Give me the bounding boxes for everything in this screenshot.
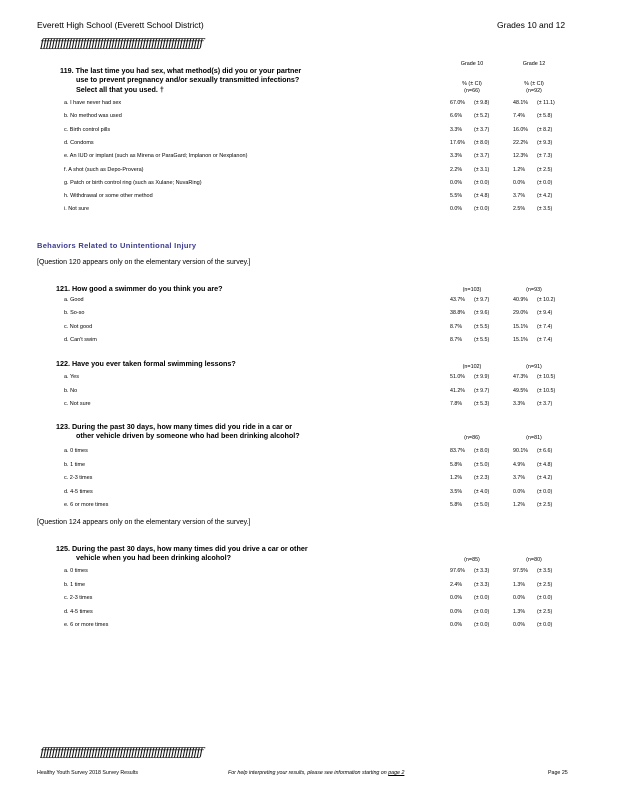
q123-row-v10: 5.8%: [450, 461, 463, 468]
q119-row-v12: 7.4%: [513, 113, 526, 120]
q121-row-c12: (± 7.4): [537, 323, 553, 330]
footer-page-number: Page 25: [548, 770, 568, 776]
q121-row-v10: 43.7%: [450, 297, 466, 303]
q125-row-c10: (± 3.3): [474, 581, 490, 588]
q125-row-c12: (± 0.0): [537, 622, 553, 628]
q122-row-v10: 7.8%: [450, 401, 463, 407]
q125-row-label: a. 0 times: [64, 568, 88, 574]
q123-title-line1: 123. During the past 30 days, how many times did you ride in a car or: [56, 422, 293, 431]
q121-row-label: a. Good: [64, 297, 84, 303]
q119-row-c12: (± 2.5): [537, 166, 553, 173]
q125-row-label: d. 4-5 times: [64, 608, 93, 615]
q119-title-line2: use to prevent pregnancy and/or sexually transmitted infections?: [76, 75, 300, 84]
q125-row-v12: 1.3%: [513, 608, 526, 615]
q119-title-line3: Select all that you used. †: [76, 85, 164, 94]
q123-row-v12: 0.0%: [513, 488, 526, 495]
q119-row-label: f. A shot (such as Depo-Provera): [64, 166, 144, 173]
q122-row-label: a. Yes: [64, 374, 79, 380]
q125-row-c10: (± 0.0): [474, 622, 490, 628]
q123-row-v12: 90.1%: [513, 448, 529, 454]
q123-row-v10: 83.7%: [450, 448, 466, 454]
q119-n-grade12: (n=92): [526, 88, 542, 94]
q122-row-v12: 3.3%: [513, 401, 526, 407]
q123-row-c10: (± 5.0): [474, 502, 490, 508]
q122-row-c10: (± 5.3): [474, 401, 490, 407]
q122-row-c10: (± 9.7): [474, 387, 490, 394]
q119-row-c12: (± 9.3): [537, 139, 553, 146]
q119-row-c12: (± 5.8): [537, 113, 553, 120]
q121-row-c12: (± 7.4): [537, 336, 553, 343]
q119-row-c10: (± 4.8): [474, 193, 490, 200]
q125-row-v10: 0.0%: [450, 622, 463, 628]
q119-row-c10: (± 3.1): [474, 166, 490, 173]
q123-row-c12: (± 0.0): [537, 488, 553, 495]
q125-row-c10: (± 3.3): [474, 568, 490, 574]
q119-row-v10: 3.3%: [450, 126, 463, 133]
footer-page-link[interactable]: page 2: [388, 770, 405, 776]
q119-row-v10: 17.6%: [450, 139, 466, 146]
q119-row-v12: 48.1%: [513, 100, 529, 106]
q125-n-grade12: (n=80): [526, 557, 542, 563]
q125-row-v10: 0.0%: [450, 608, 463, 615]
q122-row-c12: (± 10.5): [537, 387, 556, 394]
q125-row-label: c. 2-3 times: [64, 595, 93, 601]
q121-row-c10: (± 5.5): [474, 323, 490, 330]
q119-row-label: e. An IUD or implant (such as Mirena or ParaGard; Implanon or Nexplanon): [64, 153, 248, 160]
q123-row-c12: (± 4.2): [537, 475, 553, 481]
q122-row-v12: 49.5%: [513, 387, 529, 394]
q119-row-c10: (± 3.7): [474, 126, 490, 133]
q119-row-v10: 0.0%: [450, 206, 463, 213]
q119-row-label: g. Patch or birth control ring (such as Xulane; NuvaRing): [64, 179, 202, 186]
q119-row-v10: 3.3%: [450, 153, 463, 160]
q119-row-v12: 1.2%: [513, 166, 526, 173]
q119-row-c10: (± 3.7): [474, 153, 490, 160]
q119-row-label: a. I have never had sex: [64, 100, 122, 106]
q121-row-v12: 40.9%: [513, 297, 529, 303]
q121-row-v10: 8.7%: [450, 323, 463, 330]
q121-row-v10: 8.7%: [450, 336, 463, 343]
header-divider: ƒƒƒƒƒƒƒƒƒƒƒƒƒƒƒƒƒƒƒƒƒƒƒƒƒƒƒƒƒƒƒƒƒƒƒƒƒƒƒƒƒƒƒƒƒƒƒƒƒƒƒƒƒƒƒƒƒ: [40, 36, 202, 50]
q119-row-label: h. Withdrawal or some other method: [64, 193, 153, 200]
q121-row-c10: (± 5.5): [474, 336, 490, 343]
q125-row-label: e. 6 or more times: [64, 622, 109, 628]
section-title: Behaviors Related to Unintentional Injury: [37, 241, 197, 250]
q123-row-c12: (± 6.6): [537, 448, 553, 454]
q119-row-c10: (± 0.0): [474, 179, 490, 186]
q122-row-c12: (± 10.5): [537, 374, 556, 380]
q125-row-v10: 97.6%: [450, 568, 466, 574]
q119-row-v10: 2.2%: [450, 166, 463, 173]
q119-row-c10: (± 5.2): [474, 113, 490, 120]
q125-title-line2: vehicle when you had been drinking alcohol?: [76, 553, 231, 562]
q123-row-c12: (± 4.8): [537, 461, 553, 468]
q123-row-label: e. 6 or more times: [64, 502, 109, 508]
q121-row-c12: (± 10.2): [537, 297, 556, 303]
footer-help-label: For help interpreting your results, please see information starting on: [228, 770, 387, 776]
q119-row-c10: (± 9.8): [474, 100, 490, 106]
q123-title-line2: other vehicle driven by someone who had been drinking alcohol?: [76, 431, 300, 440]
q121-row-c10: (± 9.6): [474, 310, 490, 317]
q123-row-label: b. 1 time: [64, 461, 86, 468]
q123-n-grade12: (n=81): [526, 435, 542, 441]
q122-title-line1: 122. Have you ever taken formal swimming lessons?: [56, 359, 236, 368]
q119-row-label: i. Not sure: [64, 206, 90, 213]
q123-row-v12: 4.9%: [513, 461, 526, 468]
q123-row-c10: (± 4.0): [474, 488, 490, 495]
q121-row-v10: 38.8%: [450, 310, 466, 317]
q119-row-c12: (± 7.3): [537, 153, 553, 160]
q122-row-c12: (± 3.7): [537, 401, 553, 407]
q120-note: [Question 120 appears only on the elementary version of the survey.]: [37, 259, 251, 266]
q119-row-c12: (± 4.2): [537, 193, 553, 200]
q124-note: [Question 124 appears only on the elementary version of the survey.]: [37, 519, 251, 526]
grades-header: Grades 10 and 12: [497, 20, 566, 30]
q121-row-label: c. Not good: [64, 323, 93, 330]
q119-row-v10: 67.0%: [450, 100, 466, 106]
footer-divider: ƒƒƒƒƒƒƒƒƒƒƒƒƒƒƒƒƒƒƒƒƒƒƒƒƒƒƒƒƒƒƒƒƒƒƒƒƒƒƒƒƒƒƒƒƒƒƒƒƒƒƒƒƒƒƒƒƒ: [40, 745, 202, 759]
q123-row-v12: 1.2%: [513, 502, 526, 508]
q122-row-c10: (± 9.9): [474, 374, 490, 380]
q125-row-c10: (± 0.0): [474, 608, 490, 615]
q125-row-v12: 0.0%: [513, 595, 526, 601]
q119-row-v10: 0.0%: [450, 179, 463, 186]
q123-row-c10: (± 8.0): [474, 448, 490, 454]
q123-row-c10: (± 5.0): [474, 461, 490, 468]
q121-row-c10: (± 9.7): [474, 297, 490, 303]
q123-row-v12: 3.7%: [513, 475, 526, 481]
q123-row-c10: (± 2.3): [474, 475, 490, 481]
q125-row-v10: 2.4%: [450, 581, 463, 588]
grade12-ci-label: % (± CI): [524, 81, 544, 87]
q119-row-v12: 16.0%: [513, 126, 529, 133]
q125-row-c12: (± 2.5): [537, 608, 553, 615]
q125-row-v12: 1.3%: [513, 581, 526, 588]
q119-row-c10: (± 0.0): [474, 206, 490, 213]
q119-row-c12: (± 11.1): [537, 100, 555, 106]
q121-row-v12: 29.0%: [513, 310, 529, 317]
footer-help-text: [228, 770, 404, 776]
q125-row-c12: (± 3.5): [537, 568, 553, 574]
q125-row-c12: (± 2.5): [537, 581, 553, 588]
q122-n-grade12: (n=91): [526, 364, 542, 370]
q119-title-line1: 119. The last time you had sex, what method(s) did you or your partner: [60, 66, 302, 75]
q119-row-c12: (± 8.2): [537, 126, 553, 133]
q119-row-c10: (± 8.0): [474, 139, 490, 146]
q119-n-grade10: (n=66): [464, 88, 480, 94]
q125-row-c10: (± 0.0): [474, 595, 490, 601]
q119-row-c12: (± 3.5): [537, 206, 553, 213]
q119-row-c12: (± 0.0): [537, 179, 553, 186]
q125-row-v12: 97.5%: [513, 568, 529, 574]
grade10-column-header: Grade 10: [460, 61, 484, 67]
school-header: Everett High School (Everett School District): [37, 20, 204, 30]
q125-row-c12: (± 0.0): [537, 595, 553, 601]
q123-row-label: d. 4-5 times: [64, 488, 93, 495]
q122-row-label: b. No: [64, 387, 78, 394]
q123-row-label: c. 2-3 times: [64, 475, 93, 481]
q119-row-v12: 12.3%: [513, 153, 529, 160]
q125-title-line1: 125. During the past 30 days, how many times did you drive a car or other: [56, 544, 308, 553]
q119-row-v10: 6.6%: [450, 113, 463, 120]
q125-n-grade10: (n=85): [464, 557, 480, 563]
q123-n-grade10: (n=86): [464, 435, 480, 441]
q121-row-label: b. So-so: [64, 310, 85, 317]
q119-row-v12: 3.7%: [513, 193, 526, 200]
q121-row-label: d. Can't swim: [64, 336, 97, 343]
q123-row-c12: (± 2.5): [537, 502, 553, 508]
q119-row-v12: 22.2%: [513, 139, 529, 146]
grade10-ci-label: % (± CI): [462, 81, 482, 87]
footer-survey-name: Healthy Youth Survey 2018 Survey Results: [37, 770, 138, 776]
q125-row-v12: 0.0%: [513, 622, 526, 628]
q122-row-v10: 51.0%: [450, 374, 466, 380]
q122-row-label: c. Not sure: [64, 401, 91, 407]
q123-row-v10: 3.5%: [450, 488, 463, 495]
q121-n-grade10: (n=103): [462, 287, 482, 293]
q122-row-v12: 47.3%: [513, 374, 529, 380]
q122-n-grade10: (n=102): [462, 364, 482, 370]
q123-row-v10: 1.2%: [450, 475, 463, 481]
q121-n-grade12: (n=93): [526, 287, 542, 293]
q119-row-label: d. Condoms: [64, 139, 94, 146]
q119-row-label: b. No method was used: [64, 113, 122, 120]
q119-row-label: c. Birth control pills: [64, 126, 111, 133]
q121-row-v12: 15.1%: [513, 336, 529, 343]
q119-row-v12: 0.0%: [513, 179, 526, 186]
grade12-column-header: Grade 12: [522, 61, 546, 67]
q122-row-v10: 41.2%: [450, 387, 466, 394]
q125-row-label: b. 1 time: [64, 581, 86, 588]
q121-row-c12: (± 9.4): [537, 310, 553, 317]
q121-row-v12: 15.1%: [513, 323, 529, 330]
q121-title-line1: 121. How good a swimmer do you think you are?: [56, 284, 223, 293]
q119-row-v12: 2.5%: [513, 206, 526, 213]
q123-row-v10: 5.8%: [450, 502, 463, 508]
q123-row-label: a. 0 times: [64, 448, 88, 454]
q125-row-v10: 0.0%: [450, 595, 463, 601]
q119-row-v10: 5.5%: [450, 193, 463, 200]
